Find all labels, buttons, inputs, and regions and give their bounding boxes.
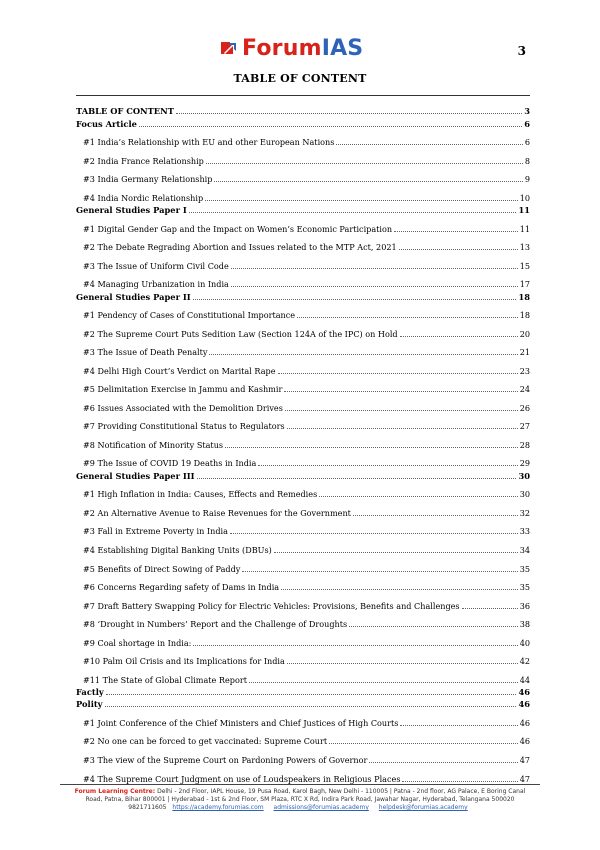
toc-entry-title: Factly bbox=[76, 687, 104, 698]
toc-entry-title: #4 The Supreme Court Judgment on use of Loudspeakers in Religious Places bbox=[83, 773, 401, 784]
toc-dot-leader bbox=[206, 162, 523, 164]
toc-page-number: 44 bbox=[519, 674, 530, 685]
toc-page-number: 46 bbox=[519, 717, 530, 728]
logo-arrow-icon bbox=[220, 39, 238, 57]
toc-entry-row[interactable] bbox=[76, 394, 530, 413]
toc-entry-row[interactable] bbox=[76, 746, 530, 765]
footer-address-line1: Delhi - 2nd Floor, IAPL House, 19 Pusa Road, Karol Bagh, New Delhi - 110005 | Patna - 2nd floor, AG Palace, E Boring Canal bbox=[157, 788, 526, 795]
toc-entry-title: #4 Managing Urbanization in India bbox=[83, 279, 229, 290]
footer-brand: Forum Learning Centre: bbox=[74, 788, 156, 795]
toc-entry-row[interactable] bbox=[76, 765, 530, 784]
toc-dot-leader bbox=[230, 532, 518, 534]
toc-entry-title: #9 The Issue of COVID 19 Deaths in India bbox=[83, 458, 257, 469]
toc-dot-leader bbox=[231, 267, 518, 269]
table-of-contents bbox=[76, 104, 530, 784]
toc-page-number: 29 bbox=[519, 458, 530, 469]
toc-page-number: 46 bbox=[518, 699, 530, 710]
toc-dot-leader bbox=[402, 780, 517, 782]
toc-entry-title: #1 High Inflation in India: Causes, Effects and Remedies bbox=[83, 489, 318, 500]
toc-entry-row[interactable] bbox=[76, 648, 530, 667]
toc-dot-leader bbox=[105, 705, 517, 707]
toc-entry-row[interactable] bbox=[76, 252, 530, 271]
toc-entry-row[interactable] bbox=[76, 536, 530, 555]
toc-entry-title: #3 The Issue of Uniform Civil Code bbox=[83, 260, 229, 271]
toc-page-number: 46 bbox=[518, 687, 530, 698]
toc-dot-leader bbox=[284, 390, 517, 392]
toc-entry-title: #1 Pendency of Cases of Constitutional Importance bbox=[83, 310, 296, 321]
toc-page-number: 20 bbox=[519, 328, 530, 339]
toc-page-number: 11 bbox=[519, 223, 530, 234]
toc-dot-leader bbox=[353, 514, 518, 516]
toc-entry-row[interactable] bbox=[76, 413, 530, 432]
toc-dot-leader bbox=[258, 464, 517, 466]
toc-entry-row[interactable] bbox=[76, 611, 530, 630]
toc-page-number: 46 bbox=[519, 736, 530, 747]
toc-page-number: 32 bbox=[519, 507, 530, 518]
toc-entry-row[interactable] bbox=[76, 166, 530, 185]
footer-address-line2: Road, Patna, Bihar 800001 | Hyderabad - 1st & 2nd Floor, SM Plaza, RTC X Rd, Indira Park Road, Jawahar Nagar, Hyderabad, Telangana 500020 bbox=[85, 796, 515, 803]
toc-entry-row[interactable] bbox=[76, 728, 530, 747]
toc-entry-row[interactable] bbox=[76, 709, 530, 728]
toc-page-number: 26 bbox=[519, 402, 530, 413]
toc-entry-title: #2 No one can be forced to get vaccinated: Supreme Court bbox=[83, 736, 328, 747]
toc-page-number: 40 bbox=[519, 637, 530, 648]
toc-page-number: 18 bbox=[518, 291, 530, 302]
toc-page-number: 21 bbox=[519, 347, 530, 358]
toc-section-row[interactable] bbox=[76, 104, 530, 116]
toc-entry-title: #3 The view of the Supreme Court on Pardoning Powers of Governor bbox=[83, 755, 368, 766]
toc-dot-leader bbox=[281, 588, 518, 590]
toc-entry-row[interactable] bbox=[76, 555, 530, 574]
toc-entry-row[interactable] bbox=[76, 147, 530, 166]
toc-entry-row[interactable] bbox=[76, 481, 530, 500]
toc-entry-title: #6 Concerns Regarding safety of Dams in India bbox=[83, 582, 280, 593]
toc-page-number: 34 bbox=[519, 544, 530, 555]
toc-section-row[interactable] bbox=[76, 685, 530, 697]
footer-link-academy[interactable]: https://academy.forumias.com bbox=[172, 804, 264, 811]
toc-dot-leader bbox=[400, 335, 518, 337]
toc-page-number: 8 bbox=[524, 155, 530, 166]
toc-page-number: 9 bbox=[524, 174, 530, 185]
toc-entry-title: Polity bbox=[76, 699, 103, 710]
toc-entry-title: #8 ‘Drought in Numbers’ Report and the Challenge of Droughts bbox=[83, 619, 348, 630]
toc-dot-leader bbox=[278, 372, 518, 374]
toc-dot-leader bbox=[369, 761, 517, 763]
toc-entry-title: #3 The Issue of Death Penalty bbox=[83, 347, 208, 358]
toc-entry-row[interactable] bbox=[76, 376, 530, 395]
toc-entry-row[interactable] bbox=[76, 320, 530, 339]
toc-dot-leader bbox=[462, 607, 518, 609]
toc-dot-leader bbox=[349, 625, 518, 627]
toc-entry-title: #6 Issues Associated with the Demolition Drives bbox=[83, 402, 283, 413]
toc-entry-title: #7 Draft Battery Swapping Policy for Electric Vehicles: Provisions, Benefits and Challenges bbox=[83, 600, 460, 611]
toc-page-number: 36 bbox=[519, 600, 530, 611]
toc-dot-leader bbox=[176, 112, 522, 114]
toc-page-number: 3 bbox=[524, 106, 530, 117]
toc-entry-title: General Studies Paper II bbox=[76, 291, 191, 302]
toc-dot-leader bbox=[106, 693, 517, 695]
toc-dot-leader bbox=[197, 477, 517, 479]
toc-dot-leader bbox=[336, 143, 522, 145]
toc-entry-row[interactable] bbox=[76, 518, 530, 537]
toc-entry-title: #5 Delimitation Exercise in Jammu and Kashmir bbox=[83, 384, 283, 395]
toc-entry-title: #4 Establishing Digital Banking Units (DBUs) bbox=[83, 544, 272, 555]
toc-entry-row[interactable] bbox=[76, 339, 530, 358]
toc-dot-leader bbox=[205, 199, 518, 201]
toc-entry-row[interactable] bbox=[76, 450, 530, 469]
toc-page-number: 35 bbox=[519, 563, 530, 574]
toc-section-row[interactable] bbox=[76, 116, 530, 128]
toc-entry-title: #2 India France Relationship bbox=[83, 155, 204, 166]
toc-page-number: 28 bbox=[519, 439, 530, 450]
toc-entry-title: #7 Providing Constitutional Status to Regulators bbox=[83, 421, 285, 432]
toc-section-row[interactable] bbox=[76, 468, 530, 480]
toc-dot-leader bbox=[225, 446, 518, 448]
toc-dot-leader bbox=[287, 662, 518, 664]
toc-dot-leader bbox=[242, 570, 517, 572]
toc-page-number: 13 bbox=[519, 242, 530, 253]
toc-page-number: 15 bbox=[519, 260, 530, 271]
toc-page-number: 47 bbox=[519, 773, 530, 784]
toc-entry-title: #1 Digital Gender Gap and the Impact on Women’s Economic Participation bbox=[83, 223, 393, 234]
toc-title: TABLE OF CONTENT bbox=[233, 72, 367, 85]
toc-entry-row[interactable] bbox=[76, 499, 530, 518]
toc-entry-title: #4 India Nordic Relationship bbox=[83, 192, 204, 203]
toc-dot-leader bbox=[193, 298, 517, 300]
toc-page-number: 6 bbox=[524, 137, 530, 148]
toc-entry-title: #2 The Supreme Court Puts Sedition Law (Section 124A of the IPC) on Hold bbox=[83, 328, 398, 339]
footer bbox=[60, 784, 540, 812]
toc-rule bbox=[76, 95, 530, 96]
toc-entry-row[interactable] bbox=[76, 271, 530, 290]
toc-entry-row[interactable] bbox=[76, 666, 530, 685]
toc-page-number: 11 bbox=[518, 205, 530, 216]
toc-section-row[interactable] bbox=[76, 203, 530, 215]
toc-dot-leader bbox=[249, 681, 518, 683]
toc-dot-leader bbox=[139, 125, 522, 127]
forumias-logo bbox=[220, 34, 363, 62]
toc-page-number: 33 bbox=[519, 526, 530, 537]
toc-entry-row[interactable] bbox=[76, 129, 530, 148]
page-number: 3 bbox=[517, 44, 526, 58]
toc-dot-leader bbox=[287, 427, 518, 429]
toc-dot-leader bbox=[231, 285, 518, 287]
toc-entry-title: General Studies Paper I bbox=[76, 205, 187, 216]
toc-entry-row[interactable] bbox=[76, 215, 530, 234]
toc-dot-leader bbox=[274, 551, 518, 553]
toc-page-number: 24 bbox=[519, 384, 530, 395]
toc-dot-leader bbox=[209, 353, 517, 355]
toc-page-number: 23 bbox=[519, 365, 530, 376]
toc-section-row[interactable] bbox=[76, 289, 530, 301]
toc-page-number: 10 bbox=[519, 192, 530, 203]
toc-dot-leader bbox=[319, 495, 517, 497]
toc-entry-title: #3 Fall in Extreme Poverty in India bbox=[83, 526, 228, 537]
toc-entry-title: General Studies Paper III bbox=[76, 470, 195, 481]
toc-dot-leader bbox=[214, 180, 522, 182]
footer-link-helpdesk[interactable]: helpdesk@forumias.academy bbox=[378, 804, 468, 811]
toc-page-number: 17 bbox=[519, 279, 530, 290]
toc-page-number: 18 bbox=[519, 310, 530, 321]
toc-page-number: 42 bbox=[519, 656, 530, 667]
toc-entry-title: #1 India’s Relationship with EU and other European Nations bbox=[83, 137, 335, 148]
toc-entry-title: #11 The State of Global Climate Report bbox=[83, 674, 247, 685]
toc-entry-row[interactable] bbox=[76, 184, 530, 203]
toc-dot-leader bbox=[394, 230, 518, 232]
toc-page-number: 38 bbox=[519, 619, 530, 630]
toc-entry-title: #3 India Germany Relationship bbox=[83, 174, 213, 185]
footer-link-admissions[interactable]: admissions@forumias.academy bbox=[273, 804, 369, 811]
toc-entry-row[interactable] bbox=[76, 592, 530, 611]
toc-entry-title: #4 Delhi High Court’s Verdict on Marital Rape bbox=[83, 365, 276, 376]
toc-entry-title: #8 Notification of Minority Status bbox=[83, 439, 224, 450]
toc-entry-row[interactable] bbox=[76, 431, 530, 450]
toc-dot-leader bbox=[399, 248, 518, 250]
toc-entry-row[interactable] bbox=[76, 302, 530, 321]
toc-page-number: 47 bbox=[519, 755, 530, 766]
toc-entry-title: #2 The Debate Regrading Abortion and Issues related to the MTP Act, 2021 bbox=[83, 242, 397, 253]
toc-entry-title: Focus Article bbox=[76, 118, 137, 129]
toc-page-number: 30 bbox=[518, 470, 530, 481]
toc-dot-leader bbox=[400, 724, 517, 726]
toc-dot-leader bbox=[329, 742, 518, 744]
toc-section-row[interactable] bbox=[76, 697, 530, 709]
toc-entry-title: #5 Benefits of Direct Sowing of Paddy bbox=[83, 563, 241, 574]
toc-entry-row[interactable] bbox=[76, 234, 530, 253]
toc-entry-title: TABLE OF CONTENT bbox=[76, 106, 174, 117]
toc-dot-leader bbox=[193, 644, 517, 646]
toc-dot-leader bbox=[189, 211, 517, 213]
toc-page-number: 27 bbox=[519, 421, 530, 432]
logo-forum-text: Forum bbox=[242, 35, 322, 61]
toc-entry-title: #1 Joint Conference of the Chief Ministers and Chief Justices of High Courts bbox=[83, 717, 399, 728]
toc-dot-leader bbox=[285, 409, 518, 411]
toc-entry-row[interactable] bbox=[76, 357, 530, 376]
toc-dot-leader bbox=[297, 316, 518, 318]
toc-page-number: 6 bbox=[524, 118, 530, 129]
logo-ias-text: IAS bbox=[321, 35, 364, 61]
footer-phone: 9821711605 bbox=[128, 804, 167, 811]
toc-entry-row[interactable] bbox=[76, 629, 530, 648]
toc-entry-title: #2 An Alternative Avenue to Raise Revenues for the Government bbox=[83, 507, 351, 518]
toc-entry-title: #9 Coal shortage in India: bbox=[83, 637, 192, 648]
toc-entry-row[interactable] bbox=[76, 574, 530, 593]
toc-page-number: 35 bbox=[519, 582, 530, 593]
toc-entry-title: #10 Palm Oil Crisis and its Implications for India bbox=[83, 656, 285, 667]
toc-page-number: 30 bbox=[519, 489, 530, 500]
